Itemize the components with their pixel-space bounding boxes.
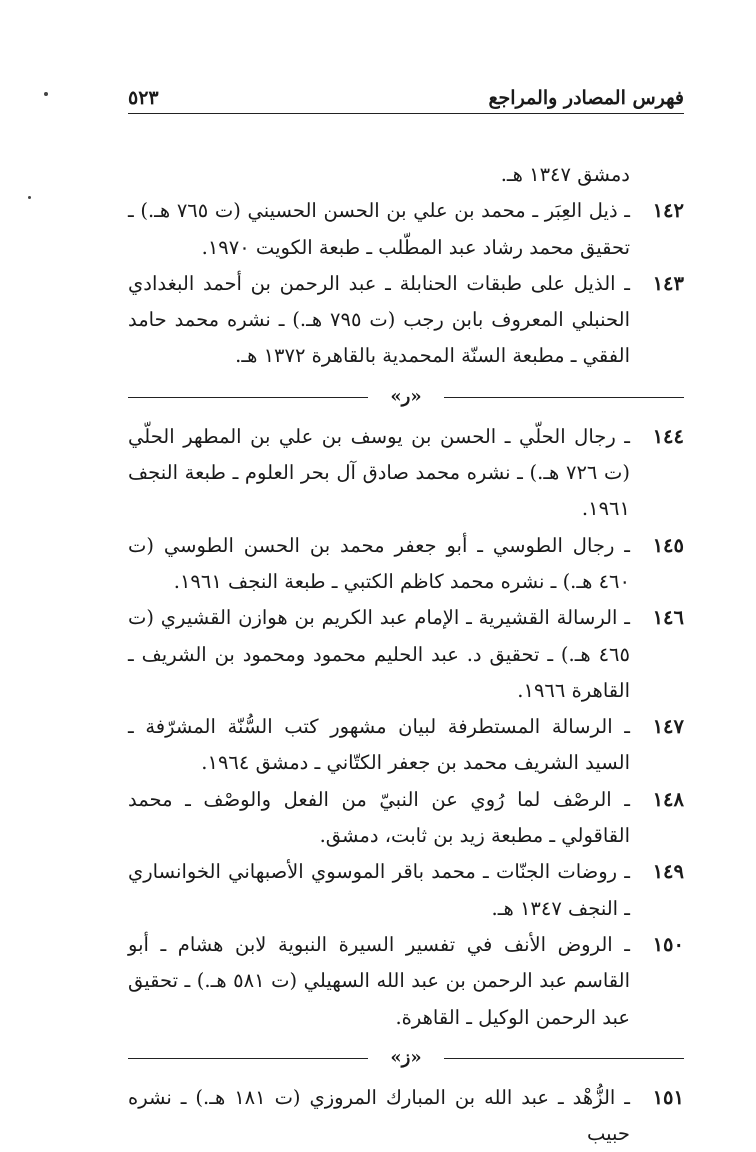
entry-number: ١٥٠ — [652, 932, 684, 956]
entry-number: ١٤٤ — [652, 424, 684, 448]
section — [128, 419, 684, 1036]
entry-number: ١٤٩ — [652, 860, 684, 884]
divider-rule — [444, 397, 684, 398]
entry-number: ١٤٥ — [652, 533, 684, 557]
bibliography-entry — [128, 709, 684, 782]
bibliography-entry — [128, 419, 684, 528]
entry-text: ـ رجال الطوسي ـ أبو جعفر محمد بن الحسن الطوسي (ت ٤٦٠ هـ.) ـ نشره محمد كاظم الكتبي ـ طبعة النجف ١٩٦١. — [128, 533, 630, 593]
bibliography-entry — [128, 193, 684, 266]
section-letter: «ز» — [382, 1040, 429, 1076]
section — [128, 193, 684, 374]
entry-number: ١٤٧ — [652, 715, 684, 739]
page-number: ٥٢٣ — [128, 87, 159, 109]
bibliography-entry — [128, 927, 684, 1036]
entry-text: ـ ذيل العِبَر ـ محمد بن علي بن الحسن الحسيني (ت ٧٦٥ هـ.) ـ تحقيق محمد رشاد عبد المطّلب ـ طبعة الكويت ١٩٧٠. — [128, 199, 630, 259]
divider-rule — [128, 397, 368, 398]
bibliography-body — [128, 157, 684, 1152]
entry-number: ١٤٣ — [652, 271, 684, 295]
divider-rule — [444, 1058, 684, 1059]
section — [128, 1080, 684, 1152]
speck — [28, 196, 31, 199]
bibliography-entry — [128, 600, 684, 709]
entry-text: ـ الرسالة القشيرية ـ الإمام عبد الكريم بن هوازن القشيري (ت ٤٦٥ هـ.) ـ تحقيق د. عبد الحليم محمود ومحمود بن الشريف ـ القاهرة ١٩٦٦. — [128, 606, 630, 702]
entry-number: ١٤٦ — [652, 606, 684, 630]
entry-text: ـ روضات الجنّات ـ محمد باقر الموسوي الأصبهاني الخوانساري ـ النجف ١٣٤٧ هـ. — [128, 860, 630, 920]
bibliography-entry — [128, 1080, 684, 1152]
section-letter: «ر» — [382, 379, 429, 415]
entry-text: ـ الزُّهْد ـ عبد الله بن المبارك المروزي (ت ١٨١ هـ.) ـ نشره حبيب — [128, 1085, 630, 1146]
entry-text: ـ الرسالة المستطرفة لبيان مشهور كتب السُّنّة المشرّفة ـ السيد الشريف محمد بن جعفر الكتّاني ـ دمشق ١٩٦٤. — [128, 715, 630, 775]
section-divider — [128, 1036, 684, 1080]
bibliography-entry — [128, 528, 684, 601]
speck — [44, 92, 48, 96]
entry-number: ١٤٨ — [652, 787, 684, 811]
header-title: فهرس المصادر والمراجع — [488, 87, 684, 109]
entry-text: ـ الرصْف لما رُوي عن النبيّ من الفعل والوصْف ـ محمد القاقولي ـ مطبعة زيد بن ثابت، دمشق. — [128, 787, 630, 848]
bibliography-entry — [128, 854, 684, 927]
bibliography-entry — [128, 266, 684, 375]
continuation-line: دمشق ١٣٤٧ هـ. — [500, 163, 630, 186]
divider-rule — [128, 1058, 368, 1059]
entry-text: ـ الروض الأنف في تفسير السيرة النبوية لابن هشام ـ أبو القاسم عبد الرحمن بن عبد الله السهيلي (ت ٥٨١ هـ.) ـ تحقيق عبد الرحمن الوكيل ـ القاهرة. — [128, 932, 630, 1029]
entry-text: ـ رجال الحلّي ـ الحسن بن يوسف بن علي بن المطهر الحلّي (ت ٧٢٦ هـ.) ـ نشره محمد صادق آل بحر العلوم ـ طبعة النجف ١٩٦١. — [128, 424, 630, 521]
entry-number: ١٤٢ — [652, 199, 684, 223]
entry-number: ١٥١ — [652, 1085, 684, 1109]
section-divider — [128, 375, 684, 419]
bibliography-entry — [128, 782, 684, 855]
running-header — [128, 86, 684, 114]
entry-text: ـ الذيل على طبقات الحنابلة ـ عبد الرحمن بن أحمد البغدادي الحنبلي المعروف بابن رجب (ت ٧٩٥ هـ.) ـ نشره محمد حامد الفقي ـ مطبعة السنّة المحمدية بالقاهرة ١٣٧٢ هـ. — [128, 271, 630, 368]
